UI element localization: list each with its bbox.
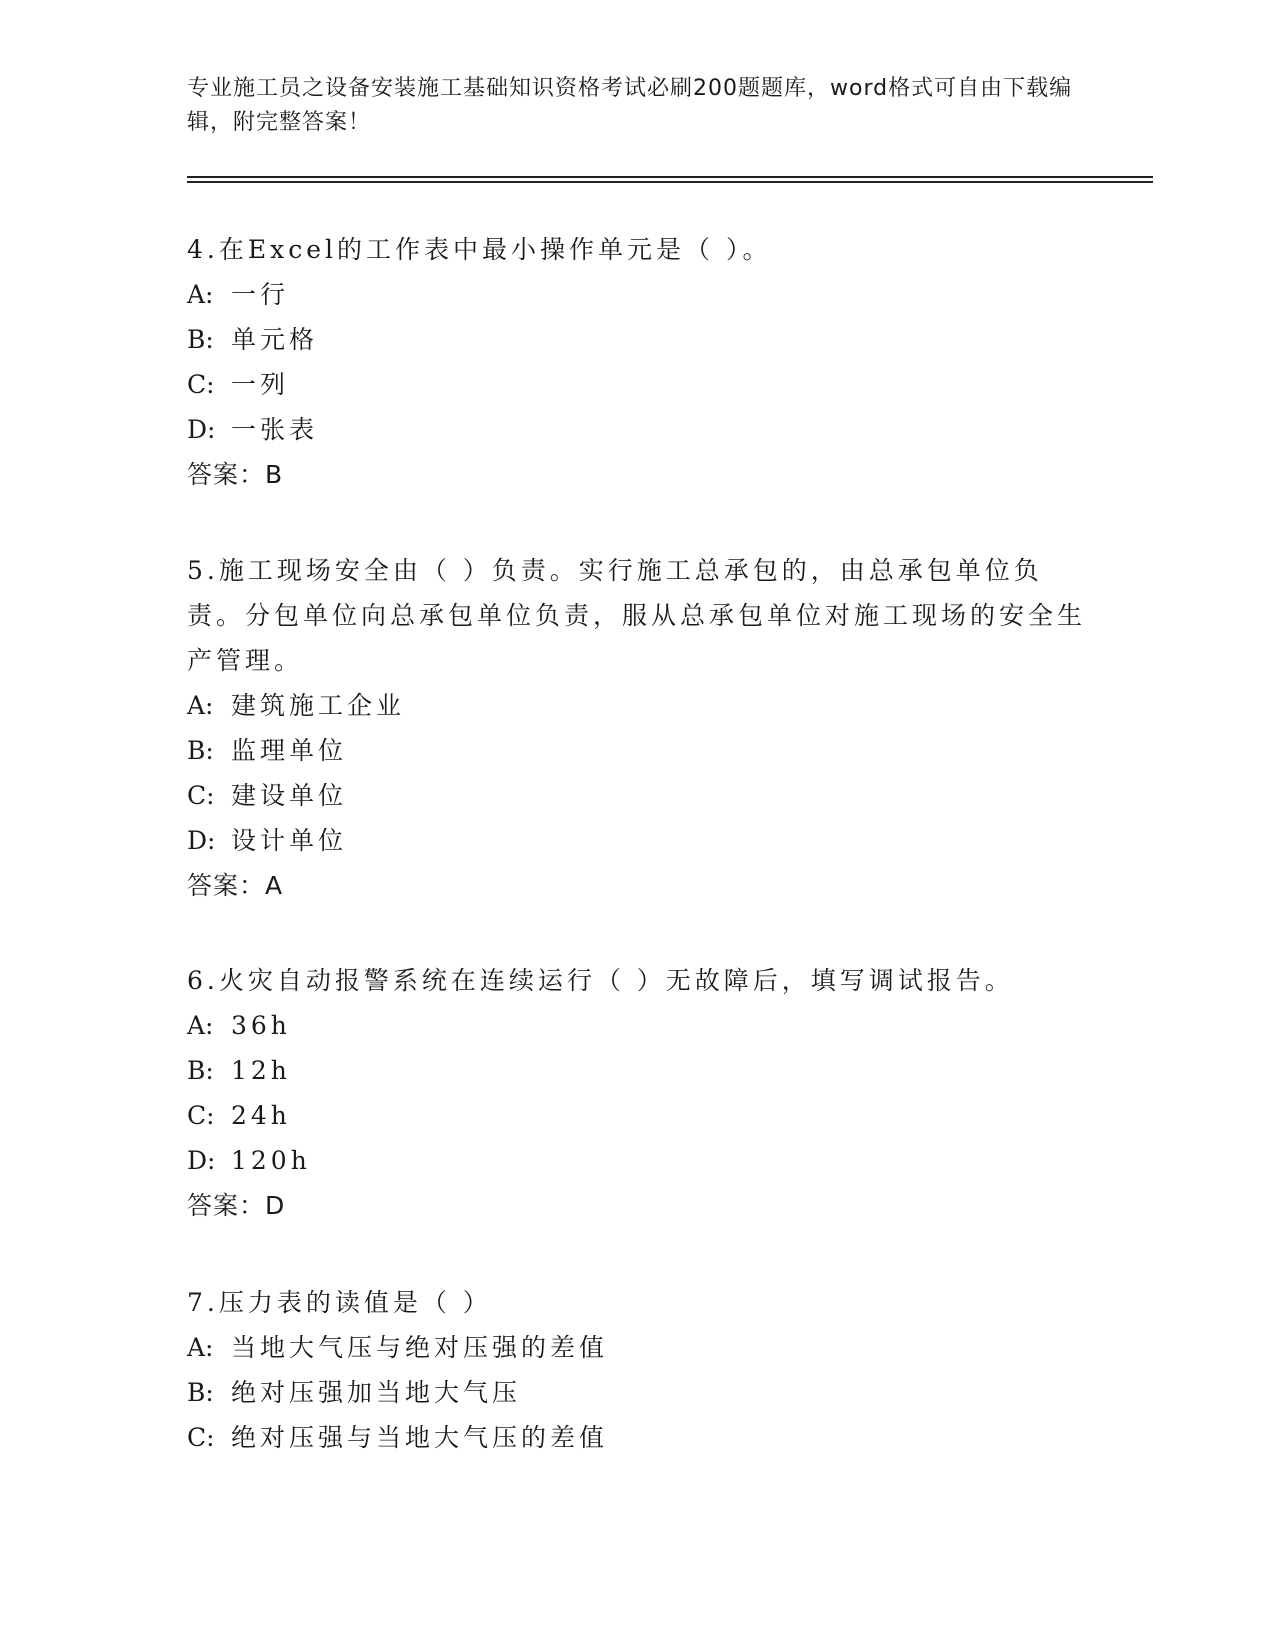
option-c xyxy=(187,362,1087,407)
option-text: 一行 xyxy=(231,280,290,309)
option-text: 绝对压强加当地大气压 xyxy=(231,1378,522,1407)
header-divider-top xyxy=(187,176,1153,178)
option-a xyxy=(187,1325,1087,1370)
option-letter: C: xyxy=(187,370,215,399)
option-letter: B: xyxy=(187,736,214,765)
option-letter: D: xyxy=(187,1146,216,1175)
question-stem: 7.压力表的读值是（ ） xyxy=(187,1288,492,1317)
question-stem: 4.在Excel的工作表中最小操作单元是（ ）。 xyxy=(187,235,772,264)
option-letter: D: xyxy=(187,415,216,444)
option-text: 12h xyxy=(231,1056,291,1085)
option-letter: B: xyxy=(187,1056,214,1085)
option-d xyxy=(187,1138,1087,1183)
option-a xyxy=(187,1003,1087,1048)
question-7 xyxy=(187,1280,1087,1460)
question-6 xyxy=(187,958,1087,1228)
answer-line: 答案：D xyxy=(187,1191,286,1220)
option-text: 120h xyxy=(231,1146,311,1175)
option-text: 一张表 xyxy=(231,415,319,444)
option-b xyxy=(187,728,1087,773)
option-text: 设计单位 xyxy=(231,826,348,855)
option-letter: C: xyxy=(187,781,215,810)
option-letter: B: xyxy=(187,325,214,354)
option-d xyxy=(187,818,1087,863)
option-text: 当地大气压与绝对压强的差值 xyxy=(231,1333,609,1362)
question-5 xyxy=(187,548,1087,908)
option-a xyxy=(187,683,1087,728)
document-header: 专业施工员之设备安装施工基础知识资格考试必刷200题题库，word格式可自由下载编辑，附完整答案！ xyxy=(187,76,1073,135)
option-b xyxy=(187,1048,1087,1093)
option-letter: A: xyxy=(187,1011,214,1040)
answer-line: 答案：B xyxy=(187,460,284,489)
option-letter: A: xyxy=(187,691,214,720)
option-text: 建筑施工企业 xyxy=(231,691,406,720)
option-b xyxy=(187,1370,1087,1415)
header-divider-bottom xyxy=(187,181,1153,183)
option-text: 单元格 xyxy=(231,325,319,354)
option-letter: B: xyxy=(187,1378,214,1407)
option-text: 36h xyxy=(231,1011,291,1040)
option-text: 建设单位 xyxy=(231,781,348,810)
option-c xyxy=(187,1415,1087,1460)
option-letter: D: xyxy=(187,826,216,855)
option-text: 绝对压强与当地大气压的差值 xyxy=(231,1423,609,1452)
question-4 xyxy=(187,227,1087,497)
option-letter: A: xyxy=(187,280,214,309)
question-stem: 5.施工现场安全由（ ）负责。实行施工总承包的，由总承包单位负责。分包单位向总承包单位负责，服从总承包单位对施工现场的安全生产管理。 xyxy=(187,556,1087,675)
option-letter: C: xyxy=(187,1423,215,1452)
answer-line: 答案：A xyxy=(187,871,284,900)
option-text: 监理单位 xyxy=(231,736,348,765)
option-text: 一列 xyxy=(231,370,290,399)
question-stem: 6.火灾自动报警系统在连续运行（ ）无故障后，填写调试报告。 xyxy=(187,966,1014,995)
option-d xyxy=(187,407,1087,452)
option-text: 24h xyxy=(231,1101,291,1130)
option-c xyxy=(187,773,1087,818)
option-c xyxy=(187,1093,1087,1138)
option-b xyxy=(187,317,1087,362)
option-letter: A: xyxy=(187,1333,214,1362)
option-letter: C: xyxy=(187,1101,215,1130)
option-a xyxy=(187,272,1087,317)
